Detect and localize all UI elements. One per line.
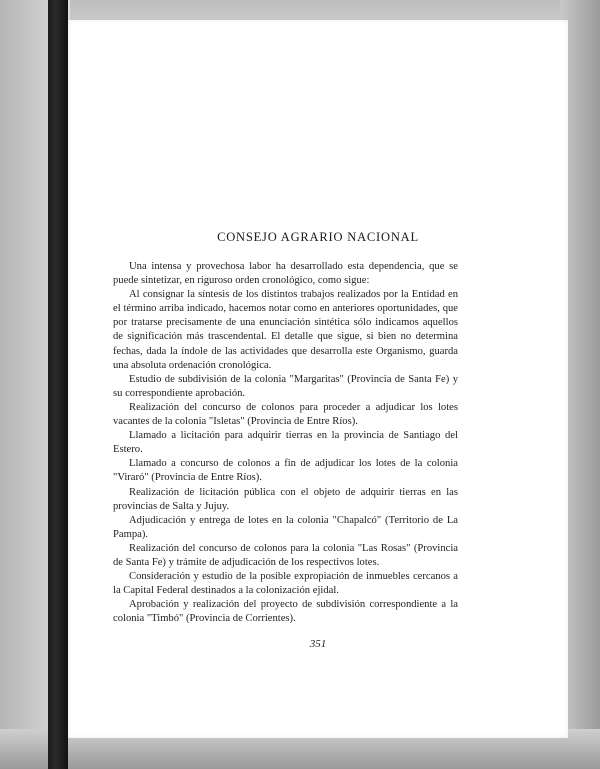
document-page bbox=[68, 20, 568, 738]
paragraph-isletas: Realización del concurso de colonos para proceder a adjudicar los lotes vacantes de la colonia "Isletas" (Provincia de Entre Ríos). bbox=[113, 401, 458, 428]
paragraph-salta-jujuy: Realización de licitación pública con el objeto de adquirir tierras en las provincias de Salta y Jujuy. bbox=[113, 486, 458, 512]
paragraph-las-rosas: Realización del concurso de colonos para la colonia "Las Rosas" (Provincia de Santa Fe) y trámite de adjudicación de los respectivos lotes. bbox=[113, 542, 458, 568]
section-heading: CONSEJO AGRARIO NACIONAL bbox=[217, 230, 419, 244]
paragraph-margaritas: Estudio de subdivisión de la colonia "Margaritas" (Provincia de Santa Fe) y su correspondiente aprobación. bbox=[113, 373, 458, 399]
paragraph-expropiacion: Consideración y estudio de la posible expropiación de inmuebles cercanos a la Capital Federal destinados a la colonización ejidal. bbox=[113, 571, 458, 597]
paragraph-timbo: Aprobación y realización del proyecto de subdivisión correspondiente a la colonia "Timbó" (Provincia de Corrientes). bbox=[113, 599, 458, 625]
document-body bbox=[113, 260, 458, 626]
paragraph-synthesis: Al consignar la síntesis de los distintos trabajos realizados por la Entidad en el término arriba indicado, hacemos notar como en anteriores oportunidades, que por tratarse precisamente de una enunciación sintética sólo indicamos aquellos de significación más trascendental. El detalle que sigue, si bien no determina fechas, dada la índole de las actividades que desarrolla este Organismo, guarda una absoluta ordenación cronológica. bbox=[113, 289, 458, 371]
paragraph-viraro: Llamado a concurso de colonos a fin de adjudicar los lotes de la colonia "Viraró" (Provincia de Entre Ríos). bbox=[113, 458, 458, 484]
page-number: 351 bbox=[309, 638, 327, 650]
paragraph-intro: Una intensa y provechosa labor ha desarrollado esta dependencia, que se puede sintetizar, en riguroso orden cronológico, como sigue: bbox=[113, 261, 458, 287]
paragraph-santiago: Llamado a licitación para adquirir tierras en la provincia de Santiago del Estero. bbox=[113, 430, 458, 456]
book-spine-shadow bbox=[48, 0, 68, 769]
paragraph-chapalco: Adjudicación y entrega de lotes en la colonia "Chapalcó" (Territorio de La Pampa). bbox=[113, 514, 458, 540]
